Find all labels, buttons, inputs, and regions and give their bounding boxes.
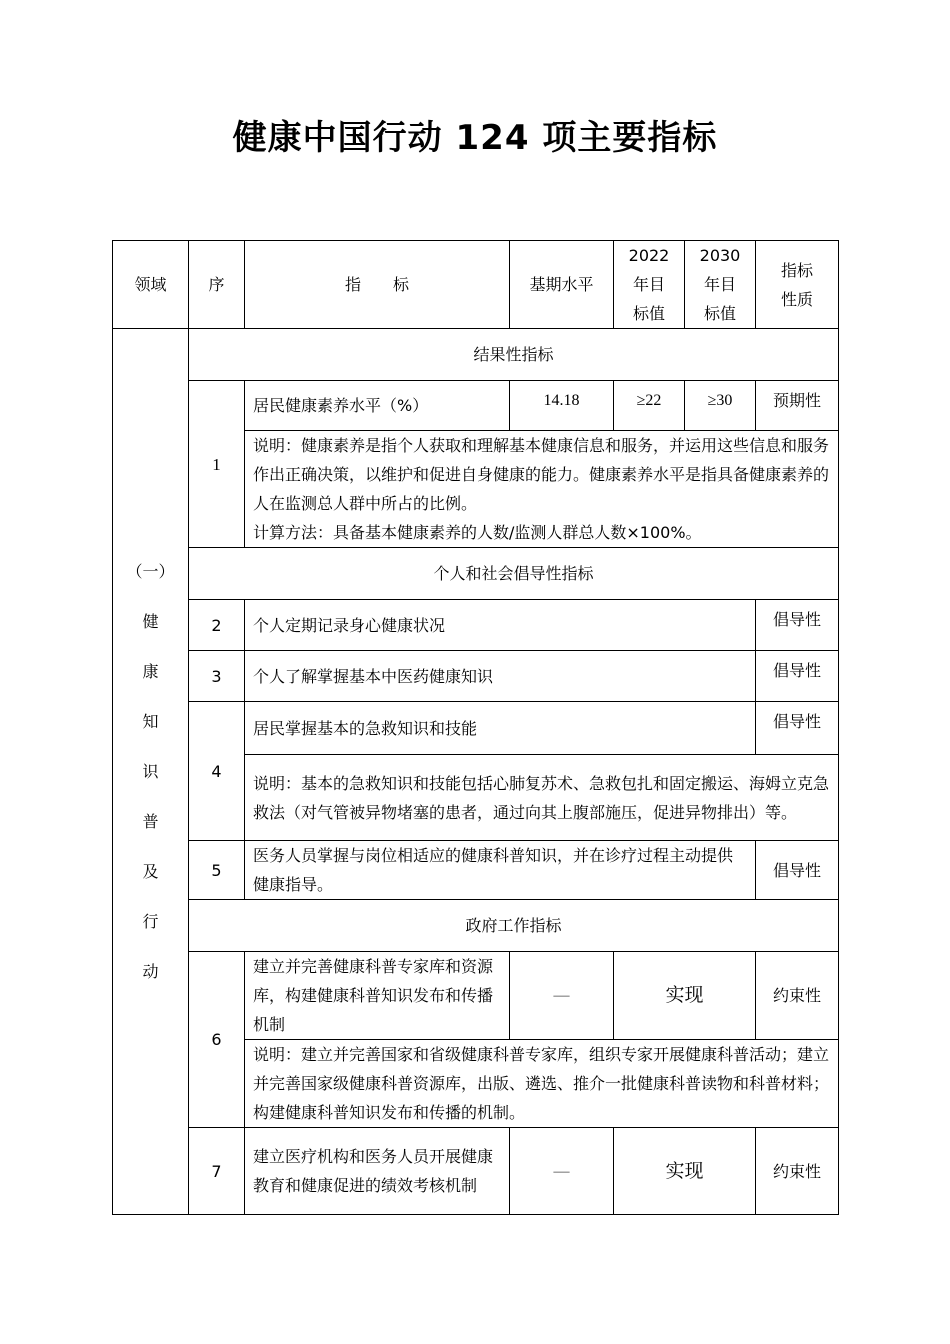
row-7-baseline: — [510, 1128, 614, 1215]
table-row [113, 1128, 839, 1215]
table-row [113, 841, 839, 900]
row-2-no: 2 [189, 600, 245, 651]
domain-label-2: 康 [142, 661, 159, 681]
section-advocacy: 个人和社会倡导性指标 [189, 548, 839, 600]
row-5-no: 5 [189, 841, 245, 900]
row-4-nature: 倡导性 [756, 702, 839, 755]
row-2-name: 个人定期记录身心健康状况 [245, 600, 756, 651]
row-5-name: 医务人员掌握与岗位相适应的健康科普知识，并在诊疗过程主动提供健康指导。 [245, 841, 756, 900]
row-1-note [245, 431, 839, 548]
row-4-note: 说明：基本的急救知识和技能包括心肺复苏术、急救包扎和固定搬运、海姆立克急救法（对气管被异物堵塞的患者，通过向其上腹部施压，促进异物排出）等。 [245, 755, 839, 841]
domain-label-4: 识 [142, 761, 159, 781]
row-7-nature: 约束性 [756, 1128, 839, 1215]
row-6-nature: 约束性 [756, 952, 839, 1040]
header-target-2022 [614, 241, 685, 329]
header-domain: 领域 [113, 241, 189, 329]
row-4-no: 4 [189, 702, 245, 841]
row-7-no: 7 [189, 1128, 245, 1215]
row-1-baseline: 14.18 [510, 381, 614, 431]
section-row-advocacy [113, 548, 839, 600]
indicator-table [112, 240, 839, 1215]
domain-label-6: 及 [142, 861, 159, 881]
row-1-no: 1 [189, 381, 245, 548]
header-target-2030-text: 2030 年目 标值 [699, 246, 741, 323]
header-target-2030 [685, 241, 756, 329]
row-1-name: 居民健康素养水平（%） [245, 381, 510, 431]
domain-label-0: （一） [126, 561, 175, 581]
row-5-nature: 倡导性 [756, 841, 839, 900]
row-1-note-text: 说明：健康素养是指个人获取和理解基本健康信息和服务，并运用这些信息和服务作出正确决策，以维护和促进自身健康的能力。健康素养水平是指具备健康素养的人在监测总人群中所占的比例。 [253, 436, 830, 513]
row-1-nature: 预期性 [756, 381, 839, 431]
row-6-target: 实现 [614, 952, 756, 1040]
section-row-result [113, 329, 839, 381]
row-6-name: 建立并完善健康科普专家库和资源库，构建健康科普知识发布和传播机制 [245, 952, 510, 1040]
domain-label-7: 行 [142, 911, 159, 931]
page-title: 健康中国行动 124 项主要指标 [232, 118, 718, 158]
table-row [113, 600, 839, 651]
header-baseline: 基期水平 [510, 241, 614, 329]
header-seq: 序 [189, 241, 245, 329]
table-row [113, 702, 839, 755]
section-government: 政府工作指标 [189, 900, 839, 952]
row-3-nature: 倡导性 [756, 651, 839, 702]
domain-cell [113, 329, 189, 1215]
domain-label-1: 健 [142, 611, 159, 631]
table-row [113, 651, 839, 702]
domain-label-3: 知 [142, 711, 159, 731]
table-row [113, 381, 839, 431]
header-target-2022-text: 2022 年目 标值 [628, 246, 670, 323]
row-1-target-2030: ≥30 [685, 381, 756, 431]
row-2-nature: 倡导性 [756, 600, 839, 651]
table-row [113, 952, 839, 1040]
row-7-name: 建立医疗机构和医务人员开展健康教育和健康促进的绩效考核机制 [245, 1128, 510, 1215]
header-nature [756, 241, 839, 329]
header-nature-text: 指标 性质 [780, 260, 813, 309]
header-row [113, 241, 839, 329]
section-result: 结果性指标 [189, 329, 839, 381]
row-1-note-formula: 计算方法：具备基本健康素养的人数/监测人群总人数×100%。 [253, 523, 702, 542]
row-6-note: 说明：建立并完善国家和省级健康科普专家库，组织专家开展健康科普活动；建立并完善国家级健康科普资源库，出版、遴选、推介一批健康科普读物和科普材料；构建健康科普知识发布和传播的机制。 [245, 1040, 839, 1128]
row-4-name: 居民掌握基本的急救知识和技能 [245, 702, 756, 755]
row-3-no: 3 [189, 651, 245, 702]
domain-label-5: 普 [142, 811, 159, 831]
row-6-baseline: — [510, 952, 614, 1040]
section-row-government [113, 900, 839, 952]
row-7-target: 实现 [614, 1128, 756, 1215]
row-1-target-2022: ≥22 [614, 381, 685, 431]
row-6-no: 6 [189, 952, 245, 1128]
domain-label-8: 动 [142, 961, 159, 981]
header-indicator: 指 标 [245, 241, 510, 329]
row-3-name: 个人了解掌握基本中医药健康知识 [245, 651, 756, 702]
